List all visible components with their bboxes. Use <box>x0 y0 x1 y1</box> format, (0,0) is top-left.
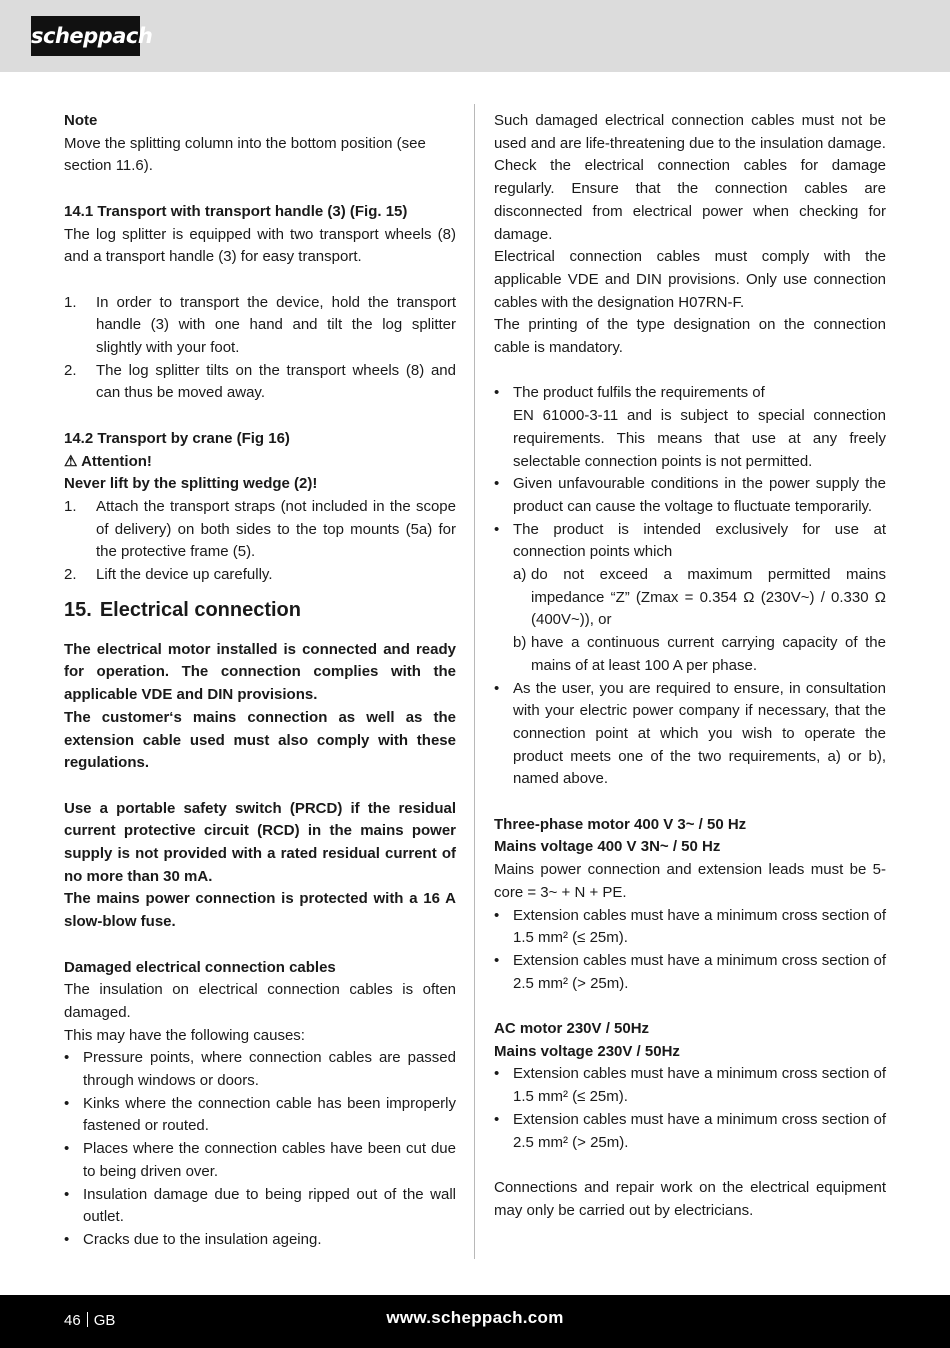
section-14-1-text: The log splitter is equipped with two transport wheels (8) and a transport handle (3) for easy transport. <box>64 225 456 266</box>
step-number: 1. <box>64 293 77 311</box>
warning-icon: ⚠ <box>64 452 78 470</box>
list-item <box>64 564 456 587</box>
list-item: • Insulation damage due to being ripped out of the wall outlet. <box>64 1185 456 1226</box>
column-divider <box>474 104 475 1259</box>
section-15-heading <box>64 597 456 623</box>
left-column <box>64 110 456 1252</box>
list-item: • Extension cables must have a minimum cross section of 2.5 mm² (> 25m). <box>494 1110 886 1151</box>
paragraph: The printing of the type designation on the connection cable is mandatory. <box>494 316 886 357</box>
right-column <box>494 110 886 1222</box>
step-text: Attach the transport straps (not included in the scope of delivery) on both sides to the top mounts (5a) for the protective frame (5). <box>96 497 456 561</box>
note-text: Move the splitting column into the bottom position (see section 11.6). <box>64 134 426 175</box>
list-item: • Cracks due to the insulation ageing. <box>64 1230 322 1248</box>
page-footer <box>0 1295 950 1348</box>
step-text: In order to transport the device, hold the transport handle (3) with one hand and tilt the log splitter slightly with your foot. <box>96 293 456 356</box>
list-item: • As the user, you are required to ensure, in consultation with your electric power company if necessary, that the connection point at which you wish to operate the product meets one of the two requirements, a) or b), named above. <box>494 679 886 788</box>
list-item <box>64 496 456 564</box>
sub-list-item: b) have a continuous current carrying capacity of the mains of at least 100 A per phase. <box>513 634 886 674</box>
page-header <box>0 0 950 72</box>
list-item <box>64 292 456 360</box>
list-item: • Pressure points, where connection cables are passed through windows or doors. <box>64 1049 456 1090</box>
paragraph: Check the electrical connection cables for damage regularly. Ensure that the connection cables are disconnected from electrical power when checking for damage. <box>494 157 886 243</box>
three-phase-voltage: Mains voltage 400 V 3N~ / 50 Hz <box>494 838 721 856</box>
bold-paragraph: The customer‘s mains connection as well as the extension cable used must also comply with these regulations. <box>64 708 456 772</box>
paragraph: Mains power connection and extension leads must be 5-core = 3~ + N + PE. <box>494 861 886 901</box>
website-url: www.scheppach.com <box>386 1308 564 1327</box>
damaged-cables-text: The insulation on electrical connection cables is often damaged. <box>64 981 456 1021</box>
bold-paragraph: Use a portable safety switch (PRCD) if the residual current protective circuit (RCD) in the mains power supply is not provided with a rated residual current of no more than 30 mA. <box>64 799 456 885</box>
damaged-cables-title: Damaged electrical connection cables <box>64 958 336 976</box>
paragraph: Such damaged electrical connection cables must not be used and are life-threatening due to the insulation damage. <box>494 112 886 152</box>
damaged-cables-causes-intro: This may have the following causes: <box>64 1026 305 1044</box>
section-15-number: 15. <box>64 598 92 621</box>
section-15-title: Electrical connection <box>99 598 301 621</box>
attention-line <box>64 451 456 474</box>
paragraph: Electrical connection cables must comply with the applicable VDE and DIN provisions. Only use connection cables with the designation H07RN-F. <box>494 248 886 311</box>
never-lift-warning: Never lift by the splitting wedge (2)! <box>64 475 318 493</box>
list-item: • Kinks where the connection cable has been improperly fastened or routed. <box>64 1094 456 1135</box>
list-item: • The product fulfils the requirements of EN 61000-3-11 and is subject to special connection requirements. This means that use at any freely selectable connection points is not permitted. <box>494 384 886 470</box>
bold-paragraph: The electrical motor installed is connected and ready for operation. The connection complies with the applicable VDE and DIN provisions. <box>64 640 456 704</box>
step-text: Lift the device up carefully. <box>96 566 273 584</box>
three-phase-title: Three-phase motor 400 V 3~ / 50 Hz <box>494 815 747 833</box>
sub-list-item: a) do not exceed a maximum permitted mains impedance “Z” (Zmax = 0.354 Ω (230V~) / 0.330 Ω (400V~)), or <box>513 566 886 629</box>
section-14-1-title: 14.1 Transport with transport handle (3) (Fig. 15) <box>64 202 408 220</box>
list-item: • Extension cables must have a minimum cross section of 1.5 mm² (≤ 25m). <box>494 1065 886 1106</box>
list-item: • Extension cables must have a minimum cross section of 2.5 mm² (> 25m). <box>494 951 886 992</box>
list-item: • The product is intended exclusively for use at connection points which <box>494 520 886 561</box>
list-item: • Given unfavourable conditions in the power supply the product can cause the voltage to fluctuate temporarily. <box>494 475 886 515</box>
attention-label: Attention! <box>81 452 152 470</box>
step-number: 2. <box>64 566 77 584</box>
step-number: 1. <box>64 497 77 515</box>
list-item: • Extension cables must have a minimum cross section of 1.5 mm² (≤ 25m). <box>494 906 886 947</box>
note-title: Note <box>64 112 98 129</box>
step-number: 2. <box>64 361 77 379</box>
page-number: 46 <box>64 1312 81 1329</box>
language-code: GB <box>93 1312 116 1329</box>
paragraph: Connections and repair work on the electrical equipment may only be carried out by electricians. <box>494 1178 886 1219</box>
step-text: The log splitter tilts on the transport wheels (8) and can thus be moved away. <box>96 361 456 402</box>
list-item: • Places where the connection cables have been cut due to being driven over. <box>64 1140 456 1180</box>
scheppach-logo: scheppach <box>31 16 140 56</box>
bold-paragraph: The mains power connection is protected with a 16 A slow-blow fuse. <box>64 890 456 931</box>
ac-motor-title: AC motor 230V / 50Hz <box>494 1020 650 1038</box>
list-item <box>64 360 456 405</box>
ac-motor-voltage: Mains voltage 230V / 50Hz <box>494 1042 680 1060</box>
section-14-2-title: 14.2 Transport by crane (Fig 16) <box>64 429 290 447</box>
